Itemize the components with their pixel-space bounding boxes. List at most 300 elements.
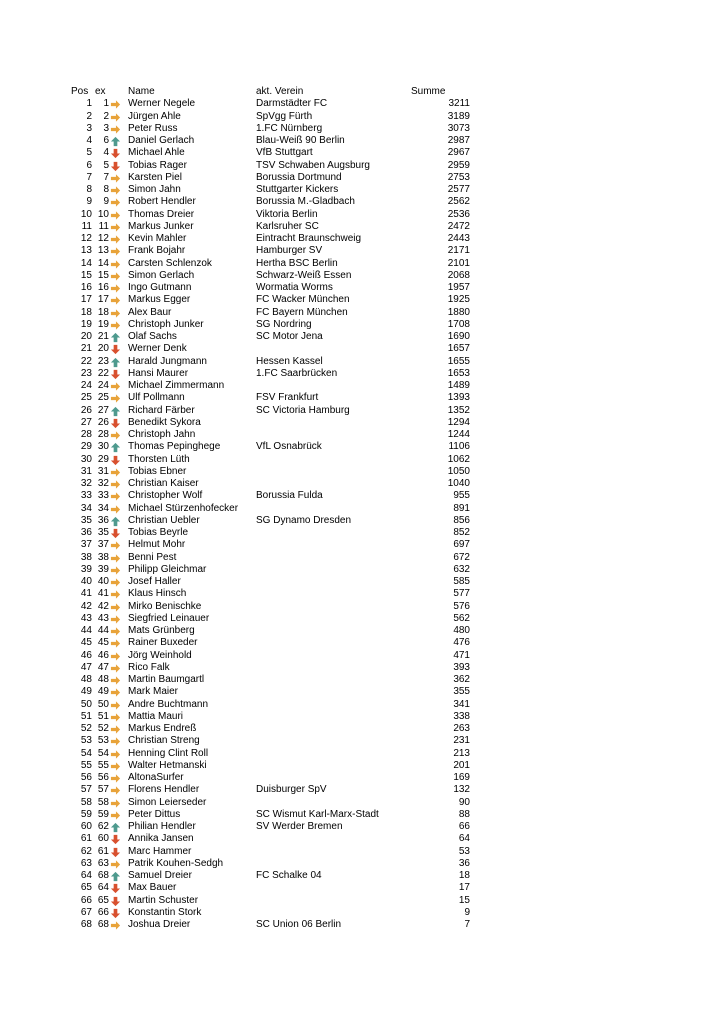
row-name: Max Bauer [128, 882, 177, 894]
arrow-down-icon [110, 846, 122, 858]
row-sum: 1925 [447, 294, 470, 306]
arrow-up-icon [110, 870, 122, 882]
table-row [70, 821, 480, 833]
row-club: FSV Frankfurt [256, 392, 319, 404]
row-pos: 67 [80, 906, 92, 918]
row-pos: 51 [80, 710, 92, 722]
row-pos: 31 [80, 465, 92, 477]
row-pos: 27 [80, 416, 92, 428]
row-club: SV Werder Bremen [256, 821, 343, 832]
row-ex: 68 [97, 870, 109, 881]
row-name: Harald Jungmann [128, 355, 207, 367]
table-row [70, 662, 480, 674]
row-name: Simon Jahn [128, 184, 181, 195]
row-name: Thomas Pepinghege [128, 441, 221, 453]
table-row [70, 797, 480, 809]
table-row [70, 282, 480, 294]
arrow-right-icon [110, 282, 122, 294]
row-pos: 57 [80, 784, 92, 796]
row-sum: 169 [453, 772, 470, 783]
row-sum: 1489 [447, 380, 470, 391]
arrow-right-icon [110, 613, 122, 625]
arrow-up-icon [110, 821, 122, 833]
row-sum: 1352 [447, 404, 470, 416]
arrow-right-icon [110, 576, 122, 588]
row-sum: 471 [453, 649, 470, 661]
table-row [70, 258, 480, 270]
row-sum: 576 [453, 600, 470, 612]
row-pos: 65 [80, 882, 92, 894]
arrow-right-icon [110, 919, 122, 931]
row-sum: 7 [464, 919, 470, 930]
table-row [70, 870, 480, 882]
row-ex: 17 [97, 294, 109, 306]
row-club: Duisburger SpV [256, 784, 327, 796]
row-ex: 58 [97, 796, 109, 808]
row-club: SC Union 06 Berlin [256, 919, 342, 930]
row-pos: 24 [80, 380, 92, 391]
row-sum: 2562 [447, 196, 470, 208]
row-ex: 63 [97, 857, 109, 869]
row-club: Hertha BSC Berlin [256, 257, 338, 269]
row-pos: 30 [80, 453, 92, 465]
row-sum: 1957 [447, 282, 470, 293]
row-name: Jürgen Ahle [128, 110, 181, 122]
row-ex: 68 [97, 919, 109, 930]
row-ex: 55 [97, 759, 109, 771]
row-sum: 1062 [447, 453, 470, 465]
row-sum: 2472 [447, 220, 470, 232]
row-pos: 16 [80, 282, 92, 293]
table-row [70, 294, 480, 306]
row-pos: 48 [80, 674, 92, 685]
row-sum: 213 [453, 747, 470, 759]
row-pos: 49 [80, 686, 92, 698]
arrow-right-icon [110, 503, 122, 515]
table-row [70, 637, 480, 649]
row-pos: 4 [86, 135, 92, 146]
arrow-right-icon [110, 233, 122, 245]
row-ex: 8 [103, 184, 109, 195]
row-sum: 2101 [447, 257, 470, 269]
row-ex: 62 [97, 821, 109, 832]
row-pos: 26 [80, 404, 92, 416]
row-pos: 17 [80, 294, 92, 306]
row-name: Helmut Mohr [128, 539, 186, 551]
row-name: Markus Egger [128, 294, 191, 306]
row-name: Josef Haller [128, 576, 181, 587]
arrow-right-icon [110, 392, 122, 404]
row-sum: 480 [453, 625, 470, 636]
row-ex: 25 [97, 392, 109, 404]
header-pos: Pos [71, 86, 89, 97]
row-ex: 10 [97, 208, 109, 220]
row-pos: 21 [80, 343, 92, 355]
row-ex: 26 [97, 416, 109, 428]
table-row [70, 772, 480, 784]
arrow-down-icon [110, 368, 122, 380]
table-row [70, 748, 480, 760]
row-sum: 66 [458, 821, 470, 832]
row-pos: 3 [86, 122, 92, 134]
row-name: Rico Falk [128, 661, 170, 673]
row-name: Benni Pest [128, 551, 177, 563]
row-ex: 38 [97, 551, 109, 563]
row-sum: 2753 [447, 171, 470, 183]
row-sum: 1294 [447, 416, 470, 428]
row-sum: 1690 [447, 331, 470, 342]
row-sum: 856 [453, 514, 470, 526]
row-pos: 18 [80, 306, 92, 318]
row-sum: 2068 [447, 269, 470, 281]
row-name: Tobias Ebner [128, 465, 187, 477]
row-sum: 3189 [447, 110, 470, 122]
row-ex: 31 [97, 465, 109, 477]
arrow-right-icon [110, 760, 122, 772]
row-pos: 53 [80, 735, 92, 747]
table-row [70, 527, 480, 539]
arrow-right-icon [110, 98, 122, 110]
row-ex: 51 [97, 710, 109, 722]
row-club: SC Wismut Karl-Marx-Stadt [256, 808, 379, 820]
row-pos: 63 [80, 857, 92, 869]
row-sum: 2959 [447, 159, 470, 171]
table-row [70, 245, 480, 257]
row-club: SC Victoria Hamburg [256, 404, 350, 416]
row-sum: 2967 [447, 147, 470, 159]
row-pos: 33 [80, 490, 92, 502]
row-pos: 12 [80, 233, 92, 244]
arrow-right-icon [110, 564, 122, 576]
row-ex: 11 [98, 220, 109, 232]
row-name: Michael Ahle [128, 147, 185, 159]
row-pos: 43 [80, 612, 92, 624]
arrow-up-icon [110, 331, 122, 343]
row-sum: 2577 [447, 184, 470, 195]
row-name: Markus Endreß [128, 723, 197, 734]
row-ex: 57 [97, 784, 109, 796]
row-name: Mirko Benischke [128, 600, 202, 612]
table-row [70, 135, 480, 147]
table-row [70, 613, 480, 625]
row-club: Borussia M.-Gladbach [256, 196, 355, 208]
row-club: SG Nordring [256, 318, 312, 330]
arrow-right-icon [110, 637, 122, 649]
table-row [70, 478, 480, 490]
row-sum: 2171 [447, 245, 470, 257]
row-ex: 60 [97, 833, 109, 845]
row-ex: 45 [97, 637, 109, 649]
row-club: SpVgg Fürth [256, 110, 313, 122]
row-ex: 4 [103, 147, 109, 159]
table-row [70, 625, 480, 637]
arrow-right-icon [110, 711, 122, 723]
row-club: Karlsruher SC [256, 220, 319, 232]
row-ex: 61 [97, 845, 109, 857]
arrow-right-icon [110, 748, 122, 760]
row-name: Andre Buchtmann [128, 698, 209, 710]
row-ex: 48 [97, 674, 109, 685]
row-ex: 21 [97, 331, 109, 342]
row-pos: 36 [80, 527, 92, 538]
arrow-up-icon [110, 405, 122, 417]
arrow-right-icon [110, 772, 122, 784]
row-pos: 59 [80, 808, 92, 820]
row-ex: 42 [97, 600, 109, 612]
table-row [70, 552, 480, 564]
arrow-right-icon [110, 196, 122, 208]
row-name: Ulf Pollmann [128, 392, 185, 404]
row-name: Rainer Buxeder [128, 637, 198, 649]
arrow-down-icon [110, 417, 122, 429]
row-ex: 1 [103, 98, 109, 110]
table-row [70, 172, 480, 184]
row-club: Blau-Weiß 90 Berlin [256, 135, 345, 146]
row-sum: 585 [453, 576, 470, 587]
row-name: AltonaSurfer [128, 772, 184, 783]
row-name: Christoph Junker [128, 318, 204, 330]
row-pos: 44 [80, 625, 92, 636]
arrow-right-icon [110, 270, 122, 282]
table-row [70, 895, 480, 907]
row-pos: 56 [80, 772, 92, 783]
table-row [70, 405, 480, 417]
row-name: Thorsten Lüth [128, 453, 190, 465]
row-sum: 1880 [447, 306, 470, 318]
table-row [70, 184, 480, 196]
row-ex: 35 [97, 527, 109, 538]
arrow-down-icon [110, 160, 122, 172]
table-row [70, 650, 480, 662]
row-pos: 25 [80, 392, 92, 404]
row-pos: 52 [80, 723, 92, 734]
row-club: Wormatia Worms [256, 282, 333, 293]
row-club: Hamburger SV [256, 245, 323, 257]
row-pos: 50 [80, 698, 92, 710]
row-ex: 56 [97, 772, 109, 783]
row-name: Daniel Gerlach [128, 135, 195, 146]
row-name: Karsten Piel [128, 171, 182, 183]
row-ex: 16 [97, 282, 109, 293]
row-ex: 64 [97, 882, 109, 894]
row-pos: 68 [80, 919, 92, 930]
row-name: Klaus Hinsch [128, 588, 187, 600]
row-club: FC Wacker München [256, 294, 350, 306]
row-name: Jörg Weinhold [128, 649, 192, 661]
row-sum: 577 [453, 588, 470, 600]
row-sum: 672 [453, 551, 470, 563]
row-pos: 35 [80, 514, 92, 526]
arrow-right-icon [110, 221, 122, 233]
table-row [70, 441, 480, 453]
row-name: Werner Negele [128, 98, 196, 110]
row-name: Marc Hammer [128, 845, 192, 857]
arrow-right-icon [110, 588, 122, 600]
row-pos: 2 [86, 110, 92, 122]
table-row [70, 270, 480, 282]
table-row [70, 429, 480, 441]
row-pos: 34 [80, 502, 92, 514]
row-ex: 13 [97, 245, 109, 257]
row-sum: 2987 [447, 135, 470, 146]
row-sum: 132 [453, 784, 470, 796]
arrow-right-icon [110, 478, 122, 490]
arrow-right-icon [110, 466, 122, 478]
row-name: Werner Denk [128, 343, 187, 355]
table-row [70, 735, 480, 747]
row-sum: 1050 [447, 465, 470, 477]
row-ex: 12 [97, 233, 109, 244]
arrow-right-icon [110, 552, 122, 564]
table-row [70, 233, 480, 245]
arrow-right-icon [110, 650, 122, 662]
row-ex: 23 [97, 355, 109, 367]
row-name: Peter Russ [128, 122, 178, 134]
arrow-right-icon [110, 797, 122, 809]
row-name: Siegfried Leinauer [128, 612, 210, 624]
row-pos: 41 [80, 588, 92, 600]
arrow-up-icon [110, 135, 122, 147]
arrow-right-icon [110, 723, 122, 735]
row-ex: 40 [97, 576, 109, 587]
row-name: Peter Dittus [128, 808, 181, 820]
row-name: Ingo Gutmann [128, 282, 192, 293]
row-club: TSV Schwaben Augsburg [256, 159, 370, 171]
row-club: VfB Stuttgart [256, 147, 313, 159]
table-row [70, 98, 480, 110]
header-club: akt. Verein [256, 86, 304, 97]
arrow-down-icon [110, 895, 122, 907]
row-sum: 362 [453, 674, 470, 685]
arrow-down-icon [110, 882, 122, 894]
row-ex: 30 [97, 441, 109, 453]
table-row [70, 588, 480, 600]
table-row [70, 809, 480, 821]
row-ex: 18 [97, 306, 109, 318]
table-row [70, 564, 480, 576]
arrow-right-icon [110, 172, 122, 184]
row-name: Patrik Kouhen-Sedgh [128, 857, 224, 869]
row-pos: 1 [86, 98, 92, 110]
row-pos: 46 [80, 649, 92, 661]
row-sum: 263 [453, 723, 470, 734]
table-row [70, 907, 480, 919]
row-club: FC Bayern München [256, 306, 348, 318]
row-ex: 36 [97, 514, 109, 526]
row-name: Philian Hendler [128, 821, 196, 832]
row-name: Hansi Maurer [128, 367, 189, 379]
row-ex: 9 [103, 196, 109, 208]
table-row [70, 454, 480, 466]
row-club: Viktoria Berlin [256, 208, 318, 220]
row-club: Schwarz-Weiß Essen [256, 269, 352, 281]
arrow-right-icon [110, 294, 122, 306]
row-pos: 7 [86, 171, 92, 183]
arrow-right-icon [110, 111, 122, 123]
row-sum: 17 [458, 882, 470, 894]
row-pos: 47 [80, 661, 92, 673]
arrow-right-icon [110, 429, 122, 441]
row-sum: 476 [453, 637, 470, 649]
row-name: Markus Junker [128, 220, 194, 232]
row-sum: 88 [458, 808, 470, 820]
table-row [70, 221, 480, 233]
row-pos: 55 [80, 759, 92, 771]
header-name: Name [128, 86, 155, 97]
row-name: Konstantin Stork [128, 906, 202, 918]
row-ex: 33 [97, 490, 109, 502]
table-row [70, 466, 480, 478]
row-name: Michael Stürzenhofecker [128, 502, 239, 514]
row-sum: 562 [453, 612, 470, 624]
row-sum: 1106 [448, 441, 470, 453]
row-name: Kevin Mahler [128, 233, 187, 244]
row-ex: 27 [97, 404, 109, 416]
row-sum: 90 [458, 796, 470, 808]
row-ex: 19 [97, 318, 109, 330]
row-ex: 20 [97, 343, 109, 355]
row-ex: 46 [97, 649, 109, 661]
row-pos: 37 [80, 539, 92, 551]
arrow-right-icon [110, 686, 122, 698]
row-ex: 32 [97, 478, 109, 489]
row-ex: 24 [97, 380, 109, 391]
row-pos: 13 [80, 245, 92, 257]
row-ex: 6 [103, 135, 109, 146]
table-row [70, 674, 480, 686]
row-name: Samuel Dreier [128, 870, 192, 881]
table-row [70, 711, 480, 723]
row-name: Simon Leierseder [128, 796, 207, 808]
row-club: Borussia Dortmund [256, 171, 342, 183]
row-sum: 18 [458, 870, 470, 881]
table-row [70, 784, 480, 796]
arrow-right-icon [110, 319, 122, 331]
table-row [70, 319, 480, 331]
table-row [70, 331, 480, 343]
table-body [70, 98, 480, 931]
table-row [70, 392, 480, 404]
row-name: Walter Hetmanski [128, 759, 207, 771]
row-pos: 8 [86, 184, 92, 195]
row-pos: 39 [80, 563, 92, 575]
row-ex: 49 [97, 686, 109, 698]
row-pos: 42 [80, 600, 92, 612]
arrow-right-icon [110, 490, 122, 502]
table-row [70, 368, 480, 380]
row-name: Henning Clint Roll [128, 747, 209, 759]
row-ex: 50 [97, 698, 109, 710]
row-sum: 231 [453, 735, 470, 747]
row-name: Richard Färber [128, 404, 195, 416]
arrow-up-icon [110, 515, 122, 527]
row-sum: 1708 [447, 318, 470, 330]
row-ex: 41 [97, 588, 109, 600]
table-row [70, 417, 480, 429]
arrow-right-icon [110, 123, 122, 135]
row-name: Annika Jansen [128, 833, 194, 845]
row-sum: 53 [458, 845, 470, 857]
row-pos: 10 [80, 208, 92, 220]
row-club: Stuttgarter Kickers [256, 184, 339, 195]
row-pos: 64 [80, 870, 92, 881]
row-name: Martin Schuster [128, 894, 199, 906]
row-ex: 5 [103, 159, 109, 171]
row-ex: 39 [97, 563, 109, 575]
row-name: Tobias Rager [128, 159, 187, 171]
row-name: Michael Zimmermann [128, 380, 225, 391]
row-pos: 58 [80, 796, 92, 808]
